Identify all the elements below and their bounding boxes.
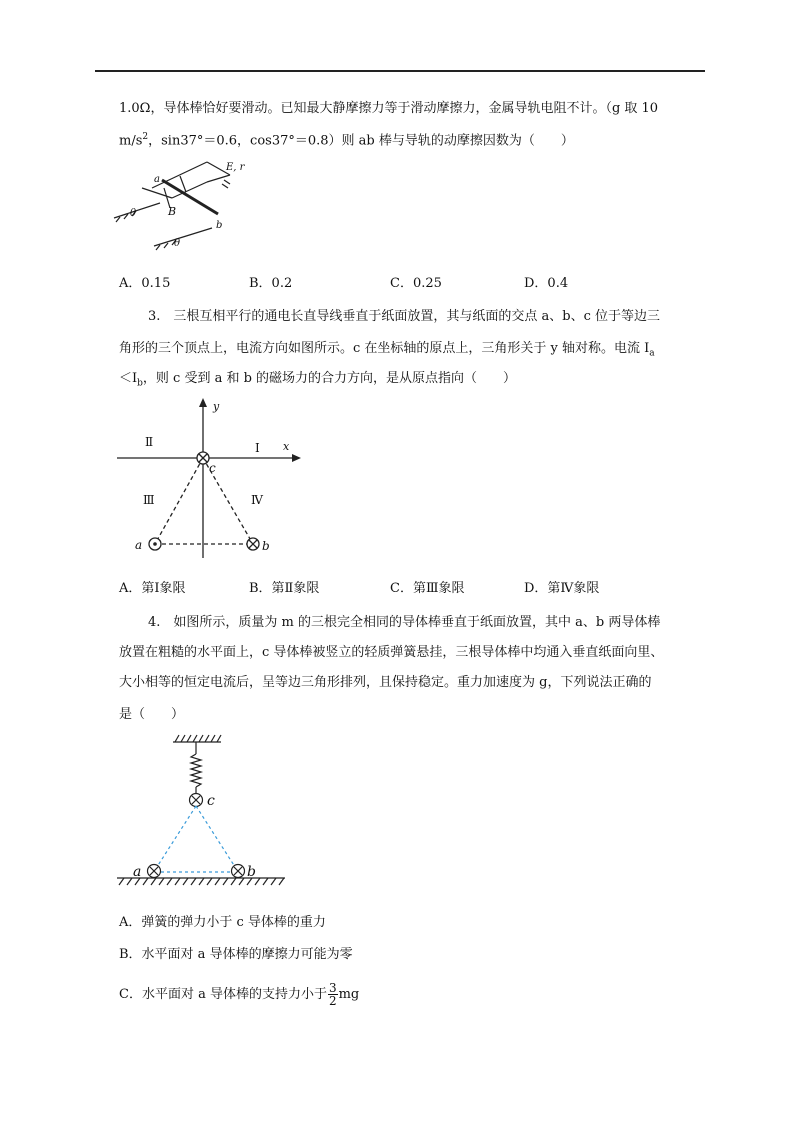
q4-option-a: A．弹簧的弹力小于 c 导体棒的重力 [119,915,326,930]
q2-option-a: A．0.15 [119,276,171,291]
q2-label-Er: E, r [226,162,245,173]
q2-line-1: 1.0Ω，导体棒恰好要滑动。已知最大静摩擦力等于滑动摩擦力，金属导轨电阻不计。（g 取 10 [119,101,659,116]
q4-label-b: b [247,864,256,880]
q2-label-a: a [154,174,160,185]
q3-option-d: D．第Ⅳ象限 [524,581,600,596]
q3-label-a: a [135,538,143,552]
q4-line-4: 是（ ） [119,707,185,722]
q3-y-label: y [213,400,220,413]
q2-rail-figure [112,158,252,258]
q2-option-c: C．0.25 [390,276,442,291]
q2-option-b: B．0.2 [249,276,293,291]
q3-quadrant-1: Ⅰ [255,441,260,455]
q4-spring-figure [115,730,290,892]
q2-label-b: b [216,220,223,231]
q4-option-b: B．水平面对 a 导体棒的摩擦力可能为零 [119,947,353,962]
q4-line-3: 大小相等的恒定电流后，呈等边三角形排列，且保持稳定。重力加速度为 g，下列说法正确的 [119,675,652,690]
q3-line-2: 角形的三个顶点上，电流方向如图所示。c 在坐标轴的原点上，三角形关于 y 轴对称。电流 $I_a$ [119,341,655,359]
fraction-3-2: $\frac{3}{2}$ [328,981,337,1008]
q3-label-c: c [209,461,216,475]
q4-line-2: 放置在粗糙的水平面上，c 导体棒被竖立的轻质弹簧悬挂，三根导体棒中均通入垂直纸面向里、 [119,645,664,660]
q2-label-theta: θ [130,208,137,219]
q3-line-1: 3. 三根互相平行的通电长直导线垂直于纸面放置，其与纸面的交点 a、b、c 位于等边三 [148,309,661,324]
q4-option-c: C．水平面对 a 导体棒的支持力小于 $\frac{3}{2}$ mg [119,981,360,1008]
header-rule [95,70,705,72]
q3-line-3: $<I_b$，则 c 受到 a 和 b 的磁场力的合力方向，是从原点指向（ ） [119,371,517,389]
q4-label-a: a [133,864,142,880]
q2-line-2: $m/s^2$，sin37°＝0.6，cos37°＝0.8）则 ab 棒与导轨的动摩擦因数为（ ） [119,132,574,149]
q3-quadrant-3: Ⅲ [143,493,155,507]
q3-x-label: x [283,440,290,453]
q4-line-1: 4. 如图所示，质量为 m 的三根完全相同的导体棒垂直于纸面放置，其中 a、b 两导体棒 [148,615,661,630]
q3-quadrant-2: Ⅱ [145,435,154,449]
q3-label-b: b [262,539,270,553]
q4-label-c: c [207,793,215,809]
q3-coordinate-figure [115,398,305,566]
q3-option-b: B．第Ⅱ象限 [249,581,320,596]
q2-label-theta-2: θ [174,238,181,249]
q2-option-d: D．0.4 [524,276,569,291]
q2-label-B: B [168,205,177,218]
q3-quadrant-4: Ⅳ [251,493,263,507]
q3-option-c: C．第Ⅲ象限 [390,581,465,596]
q3-option-a: A．第Ⅰ象限 [119,581,186,596]
